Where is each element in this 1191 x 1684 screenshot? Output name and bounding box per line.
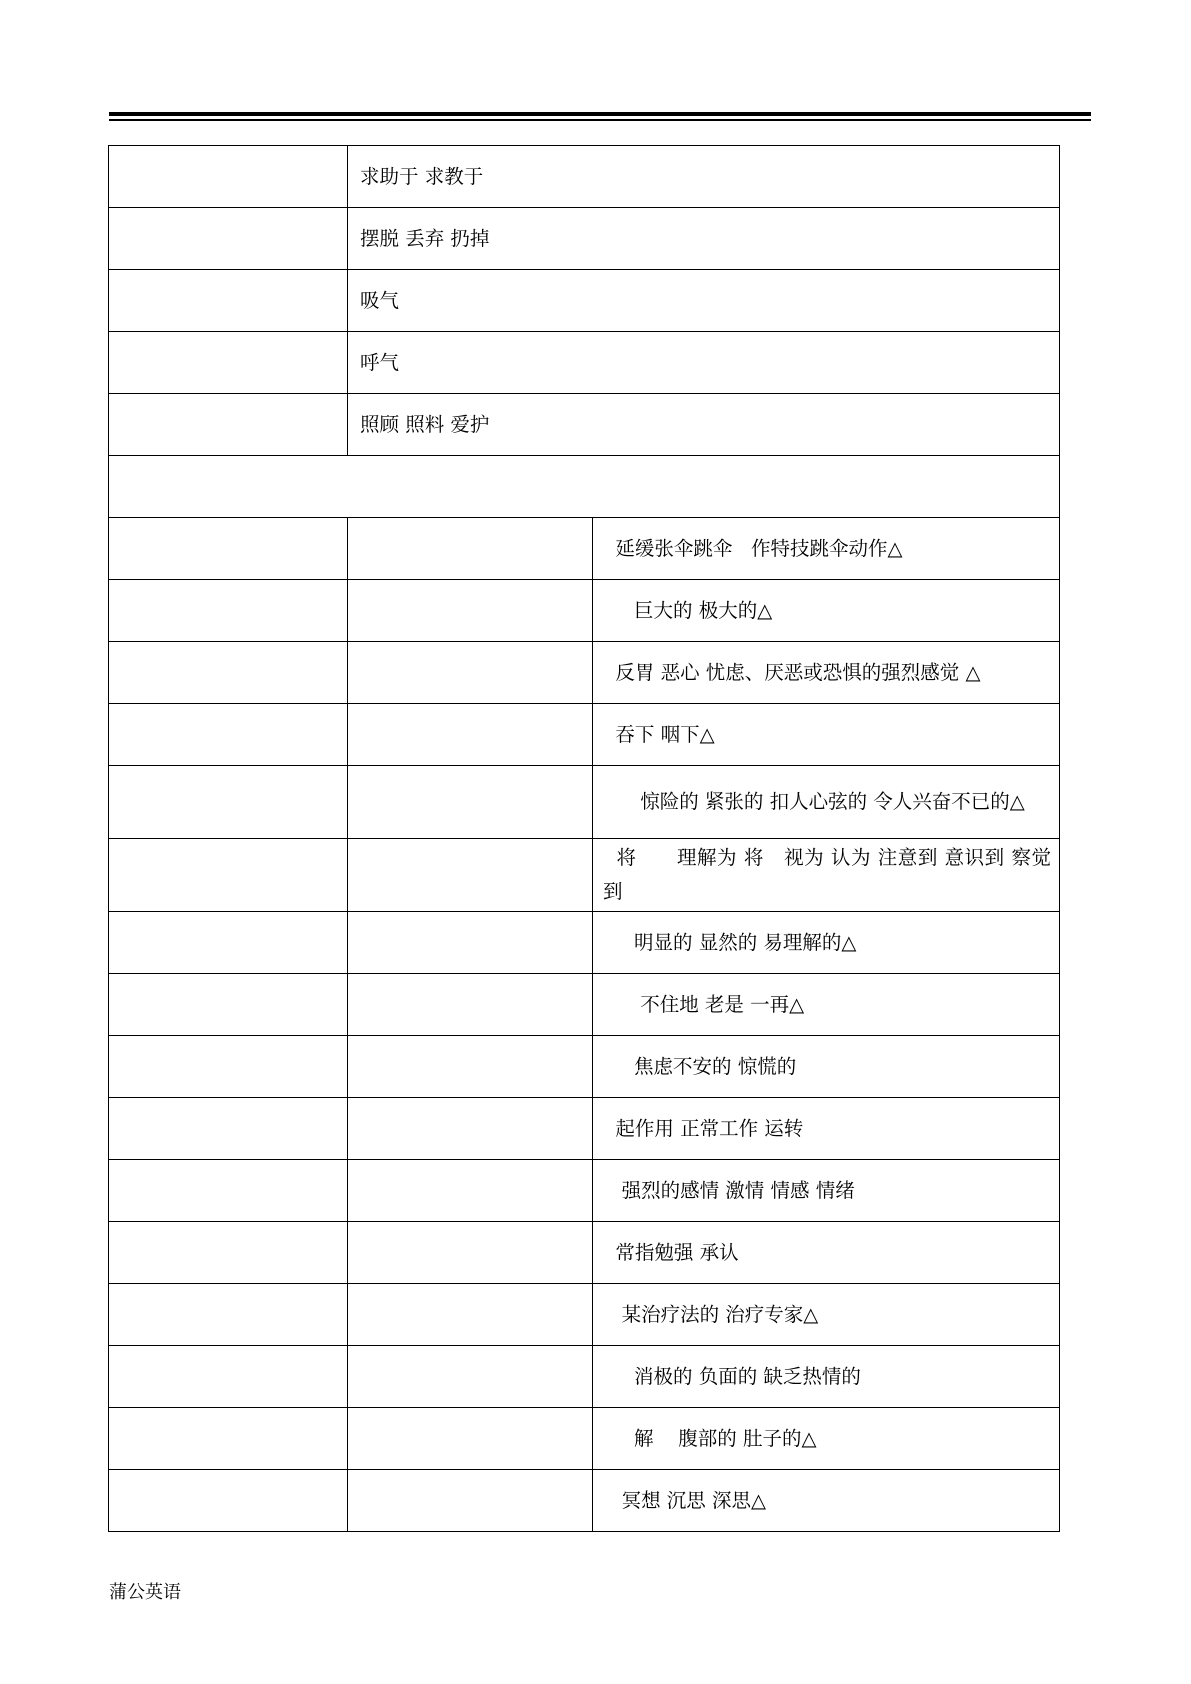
table-row [109, 1470, 1060, 1532]
phonetic-cell [348, 1160, 593, 1222]
table-row [109, 1284, 1060, 1346]
meaning-cell: 求助于 求教于 [348, 146, 1060, 208]
word-cell [109, 208, 348, 270]
phonetic-cell [348, 518, 593, 580]
meaning-cell: 强烈的感情 激情 情感 情绪 [593, 1160, 1060, 1222]
table-row [109, 580, 1060, 642]
table-row [109, 704, 1060, 766]
word-cell [109, 704, 348, 766]
table-row [109, 1036, 1060, 1098]
word-cell [109, 146, 348, 208]
meaning-cell: 反胃 恶心 忧虑、厌恶或恐惧的强烈感觉 △ [593, 642, 1060, 704]
phonetic-cell [348, 1346, 593, 1408]
table-row [109, 146, 1060, 208]
meaning-cell: 不住地 老是 一再△ [593, 974, 1060, 1036]
word-cell [109, 912, 348, 974]
meaning-cell: 解 腹部的 肚子的△ [593, 1408, 1060, 1470]
table-row [109, 208, 1060, 270]
phonetic-cell [348, 642, 593, 704]
word-cell [109, 1222, 348, 1284]
word-cell [109, 1098, 348, 1160]
meaning-cell: 延缓张伞跳伞 作特技跳伞动作△ [593, 518, 1060, 580]
word-cell [109, 1470, 348, 1532]
word-cell [109, 1036, 348, 1098]
meaning-cell: 常指勉强 承认 [593, 1222, 1060, 1284]
section-header-cell [109, 456, 1060, 518]
section-header-row [109, 456, 1060, 518]
table-row [109, 394, 1060, 456]
word-cell [109, 766, 348, 839]
table-row [109, 1346, 1060, 1408]
phonetic-cell [348, 1222, 593, 1284]
word-cell [109, 1284, 348, 1346]
word-cell [109, 839, 348, 912]
table-row [109, 332, 1060, 394]
meaning-cell: 明显的 显然的 易理解的△ [593, 912, 1060, 974]
phonetic-cell [348, 766, 593, 839]
table-row [109, 1408, 1060, 1470]
phonetic-cell [348, 839, 593, 912]
word-cell [109, 1160, 348, 1222]
table-row [109, 1098, 1060, 1160]
table-row [109, 1222, 1060, 1284]
word-cell [109, 642, 348, 704]
meaning-cell: 照顾 照料 爱护 [348, 394, 1060, 456]
phonetic-cell [348, 912, 593, 974]
table-row [109, 766, 1060, 839]
vocabulary-table [108, 145, 1060, 1532]
word-cell [109, 580, 348, 642]
table-row [109, 912, 1060, 974]
table-row [109, 839, 1060, 912]
meaning-cell: 消极的 负面的 缺乏热情的 [593, 1346, 1060, 1408]
phonetic-cell [348, 1284, 593, 1346]
header-rule-thin [109, 119, 1091, 121]
meaning-cell: 吞下 咽下△ [593, 704, 1060, 766]
word-cell [109, 518, 348, 580]
meaning-cell: 吸气 [348, 270, 1060, 332]
table-row [109, 1160, 1060, 1222]
phonetic-cell [348, 1408, 593, 1470]
phonetic-cell [348, 1036, 593, 1098]
meaning-cell: 摆脱 丢弃 扔掉 [348, 208, 1060, 270]
word-cell [109, 270, 348, 332]
meaning-cell: 某治疗法的 治疗专家△ [593, 1284, 1060, 1346]
meaning-cell: 惊险的 紧张的 扣人心弦的 令人兴奋不已的△ [593, 766, 1060, 839]
phonetic-cell [348, 704, 593, 766]
word-cell [109, 394, 348, 456]
header-rule-thick [109, 112, 1091, 116]
phonetic-cell [348, 1098, 593, 1160]
meaning-cell: 起作用 正常工作 运转 [593, 1098, 1060, 1160]
phonetic-cell [348, 580, 593, 642]
word-cell [109, 1346, 348, 1408]
meaning-cell: 冥想 沉思 深思△ [593, 1470, 1060, 1532]
meaning-cell: 巨大的 极大的△ [593, 580, 1060, 642]
phonetic-cell [348, 1470, 593, 1532]
word-cell [109, 974, 348, 1036]
table-row [109, 974, 1060, 1036]
table-row [109, 642, 1060, 704]
table-row [109, 270, 1060, 332]
meaning-cell: 将 理解为 将 视为 认为 注意到 意识到 察觉到 [593, 839, 1060, 912]
footer-brand: 蒲公英语 [109, 1582, 181, 1603]
table-row [109, 518, 1060, 580]
meaning-cell: 焦虑不安的 惊慌的 [593, 1036, 1060, 1098]
word-cell [109, 332, 348, 394]
word-cell [109, 1408, 348, 1470]
phonetic-cell [348, 974, 593, 1036]
meaning-cell: 呼气 [348, 332, 1060, 394]
